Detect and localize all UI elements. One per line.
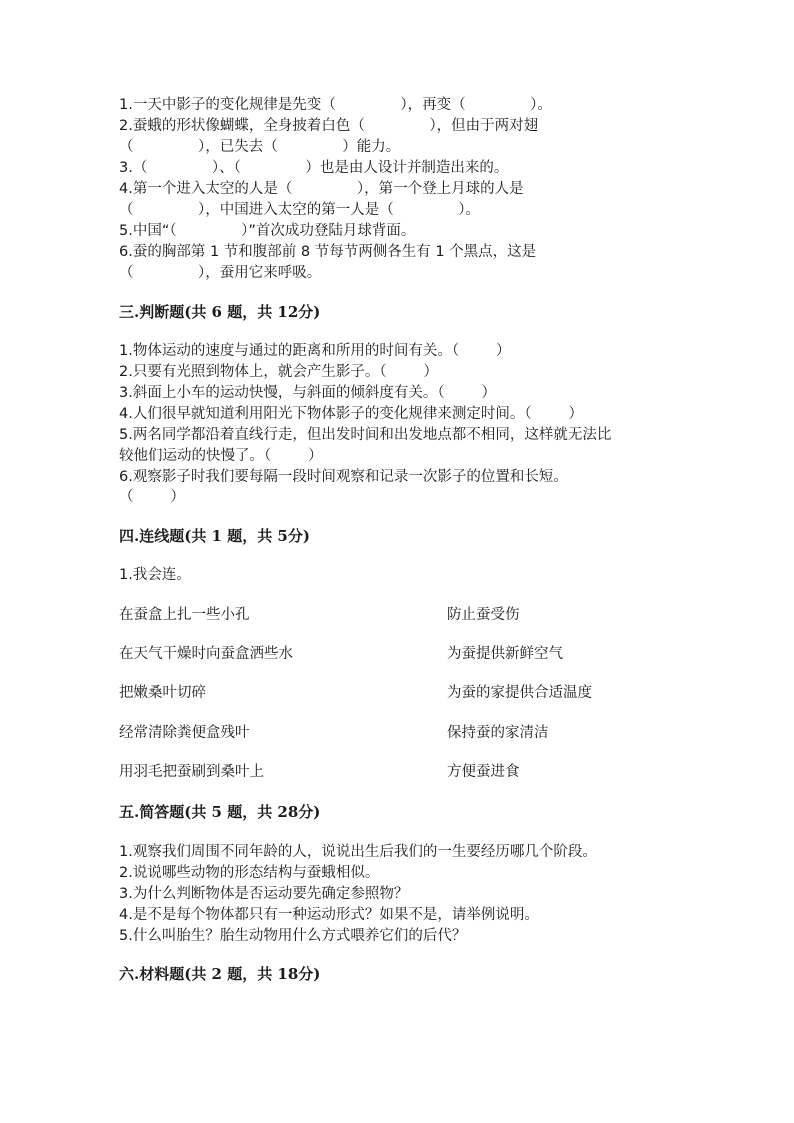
section-6-title: 六.材料题(共 2 题，共 18分) — [119, 965, 321, 983]
fill-blank-line-5: 4.第一个进入太空的人是（ ），第一个登上月球的人是 — [119, 181, 524, 197]
fill-blank-line-3: （ ），已失去（ ）能力。 — [119, 139, 401, 155]
judge-line-5: 5.两名同学都沿着直线行走，但出发时间和出发地点都不相同，这样就无法比 — [119, 427, 612, 443]
fill-blank-line-7: 5.中国“（ ）”首次成功登陆月球背面。 — [119, 223, 416, 239]
matching-question: 1.我会连。 — [119, 567, 191, 583]
judge-line-3: 3.斜面上小车的运动快慢，与斜面的倾斜度有关。（ ） — [119, 385, 496, 401]
match-right-item: 保持蚕的家清洁 — [447, 725, 549, 741]
fill-blank-line-9: （ ），蚕用它来呼吸。 — [119, 265, 322, 281]
judge-line-2: 2.只要有光照到物体上，就会产生影子。（ ） — [119, 364, 438, 380]
match-right-item: 方便蚕进食 — [447, 764, 520, 780]
match-left-item: 在天气干燥时向蚕盒洒些水 — [119, 646, 293, 662]
section-4-title: 四.连线题(共 1 题，共 5分) — [119, 527, 310, 545]
fill-blank-line-1: 1.一天中影子的变化规律是先变（ ），再变（ ）。 — [119, 97, 552, 113]
match-right-item: 为蚕提供新鲜空气 — [447, 646, 563, 662]
match-left-item: 在蚕盒上扎一些小孔 — [119, 607, 250, 623]
match-left-item: 用羽毛把蚕刷到桑叶上 — [119, 764, 264, 780]
judge-line-4: 4.人们很早就知道利用阳光下物体影子的变化规律来测定时间。（ ） — [119, 406, 583, 422]
short-answer-line-3: 3.为什么判断物体是否运动要先确定参照物？ — [119, 886, 409, 902]
match-right-item: 防止蚕受伤 — [447, 607, 520, 623]
fill-blank-line-4: 3.（ ）、（ ）也是由人设计并制造出来的。 — [119, 160, 509, 176]
fill-blank-line-8: 6.蚕的胸部第 1 节和腹部前 8 节每节两侧各生有 1 个黑点，这是 — [119, 244, 537, 260]
match-right-item: 为蚕的家提供合适温度 — [447, 685, 592, 701]
section-5-title: 五.简答题(共 5 题，共 28分) — [119, 803, 321, 821]
match-left-item: 经常清除粪便盒残叶 — [119, 725, 250, 741]
judge-line-1: 1.物体运动的速度与通过的距离和所用的时间有关。（ ） — [119, 343, 511, 359]
fill-blank-line-2: 2.蚕蛾的形状像蝴蝶，全身披着白色（ ），但由于两对翅 — [119, 118, 539, 134]
short-answer-line-5: 5.什么叫胎生？胎生动物用什么方式喂养它们的后代？ — [119, 928, 467, 944]
judge-line-6: 较他们运动的快慢了。（ ） — [119, 448, 323, 464]
short-answer-line-4: 4.是不是每个物体都只有一种运动形式？如果不是，请举例说明。 — [119, 907, 539, 923]
short-answer-line-2: 2.说说哪些动物的形态结构与蚕蛾相似。 — [119, 865, 380, 881]
judge-line-8: （ ） — [119, 489, 185, 505]
section-3-title: 三.判断题(共 6 题，共 12分) — [119, 303, 321, 321]
match-left-item: 把嫩桑叶切碎 — [119, 685, 206, 701]
fill-blank-line-6: （ ），中国进入太空的第一人是（ ）。 — [119, 202, 481, 218]
judge-line-7: 6.观察影子时我们要每隔一段时间观察和记录一次影子的位置和长短。 — [119, 469, 568, 485]
short-answer-line-1: 1.观察我们周围不同年龄的人，说说出生后我们的一生要经历哪几个阶段。 — [119, 844, 597, 860]
